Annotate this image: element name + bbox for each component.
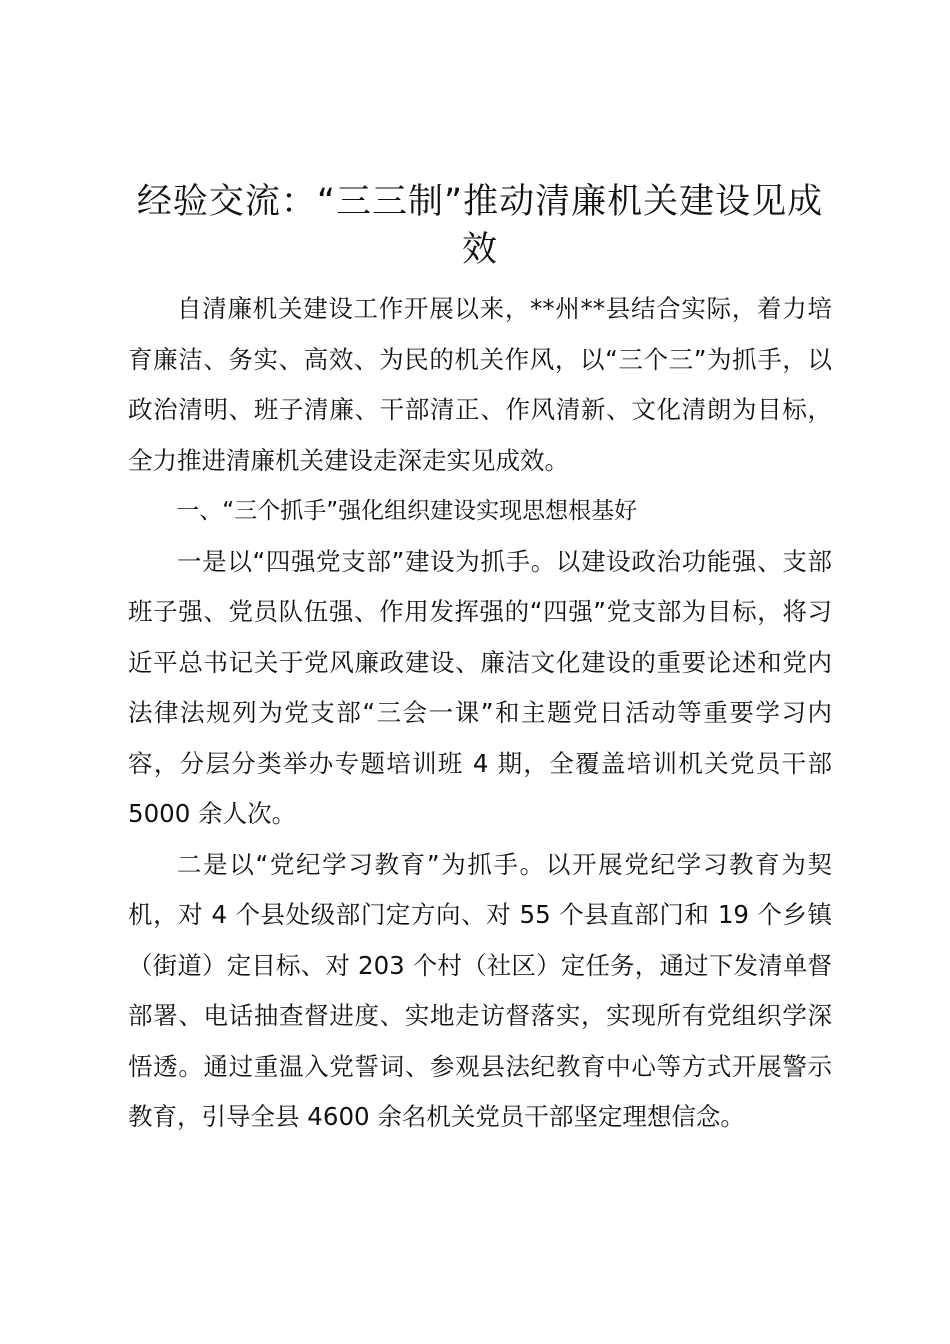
document-page xyxy=(128,178,832,1143)
document-title: 经验交流：“三三制”推动清廉机关建设见成效 xyxy=(136,182,824,270)
section-heading: 一、“三个抓手”强化组织建设实现思想根基好 xyxy=(176,498,638,524)
intro-paragraph: 自清廉机关建设工作开展以来，**州**县结合实际，着力培育廉洁、务实、高效、为民的机关作风，以“三个三”为抓手，以政治清明、班子清廉、干部清正、作风清新、文化清朗为目标，全力推进清廉机关建设走深走实见成效。 xyxy=(128,294,832,475)
body-paragraph-2: 二是以“党纪学习教育”为抓手。以开展党纪学习教育为契机，对 4 个县处级部门定方向、对 55 个县直部门和 19 个乡镇（街道）定目标、对 203 个村（社区）定任务，通过下发清单督部署、电话抽查督进度、实地走访督落实，实现所有党组织学深悟透。通过重温入党誓词、参观县法纪教育中心等方式开展警示教育，引导全县 4600 余名机关党员干部坚定理想信念。 xyxy=(128,849,832,1131)
body-paragraph-1: 一是以“四强党支部”建设为抓手。以建设政治功能强、支部班子强、党员队伍强、作用发挥强的“四强”党支部为目标，将习近平总书记关于党风廉政建设、廉洁文化建设的重要论述和党内法律法规列为党支部“三会一课”和主题党日活动等重要学习内容，分层分类举办专题培训班 4 期，全覆盖培训机关党员干部 5000 余人次。 xyxy=(128,546,832,828)
